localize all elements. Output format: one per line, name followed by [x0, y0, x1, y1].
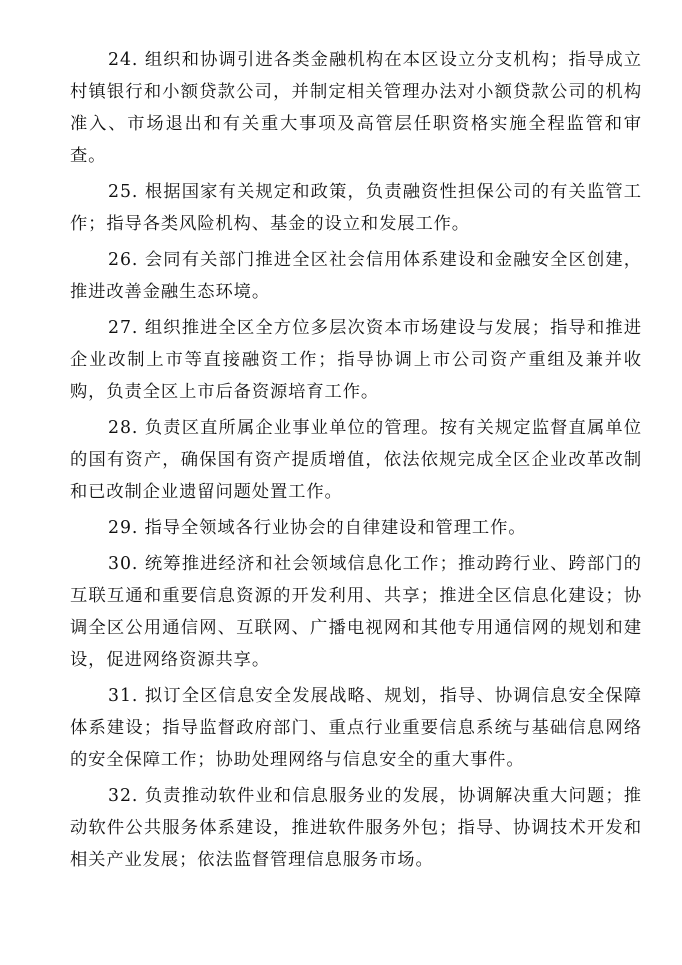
paragraph-item-28: 28. 负责区直所属企业事业单位的管理。按有关规定监督直属单位的国有资产，确保国有资产提质增值，依法依规完成全区企业改革改制和已改制企业遗留问题处置工作。 — [70, 418, 642, 502]
paragraph-item-32: 32. 负责推动软件业和信息服务业的发展，协调解决重大问题；推动软件公共服务体系建设，推进软件服务外包；指导、协调技术开发和相关产业发展；依法监督管理信息服务市场。 — [70, 786, 642, 870]
paragraph-item-30: 30. 统筹推进经济和社会领域信息化工作；推动跨行业、跨部门的互联互通和重要信息资源的开发利用、共享；推进全区信息化建设；协调全区公用通信网、互联网、广播电视网和其他专用通信网的规划和建设，促进网络资源共享。 — [70, 554, 642, 670]
paragraph-item-26: 26. 会同有关部门推进全区社会信用体系建设和金融安全区创建，推进改善金融生态环境。 — [70, 250, 642, 302]
paragraph-item-27: 27. 组织推进全区全方位多层次资本市场建设与发展；指导和推进企业改制上市等直接融资工作；指导协调上市公司资产重组及兼并收购，负责全区上市后备资源培育工作。 — [70, 318, 642, 402]
paragraph-item-24: 24. 组织和协调引进各类金融机构在本区设立分支机构；指导成立村镇银行和小额贷款公司，并制定相关管理办法对小额贷款公司的机构准入、市场退出和有关重大事项及高管层任职资格实施全程监管和审查。 — [70, 50, 642, 166]
paragraph-item-25: 25. 根据国家有关规定和政策，负责融资性担保公司的有关监管工作；指导各类风险机构、基金的设立和发展工作。 — [70, 182, 642, 234]
paragraph-item-29: 29. 指导全领域各行业协会的自律建设和管理工作。 — [108, 518, 527, 538]
paragraph-item-31: 31. 拟订全区信息安全发展战略、规划，指导、协调信息安全保障体系建设；指导监督政府部门、重点行业重要信息系统与基础信息网络的安全保障工作；协助处理网络与信息安全的重大事件。 — [70, 686, 642, 770]
document-body — [70, 44, 642, 880]
